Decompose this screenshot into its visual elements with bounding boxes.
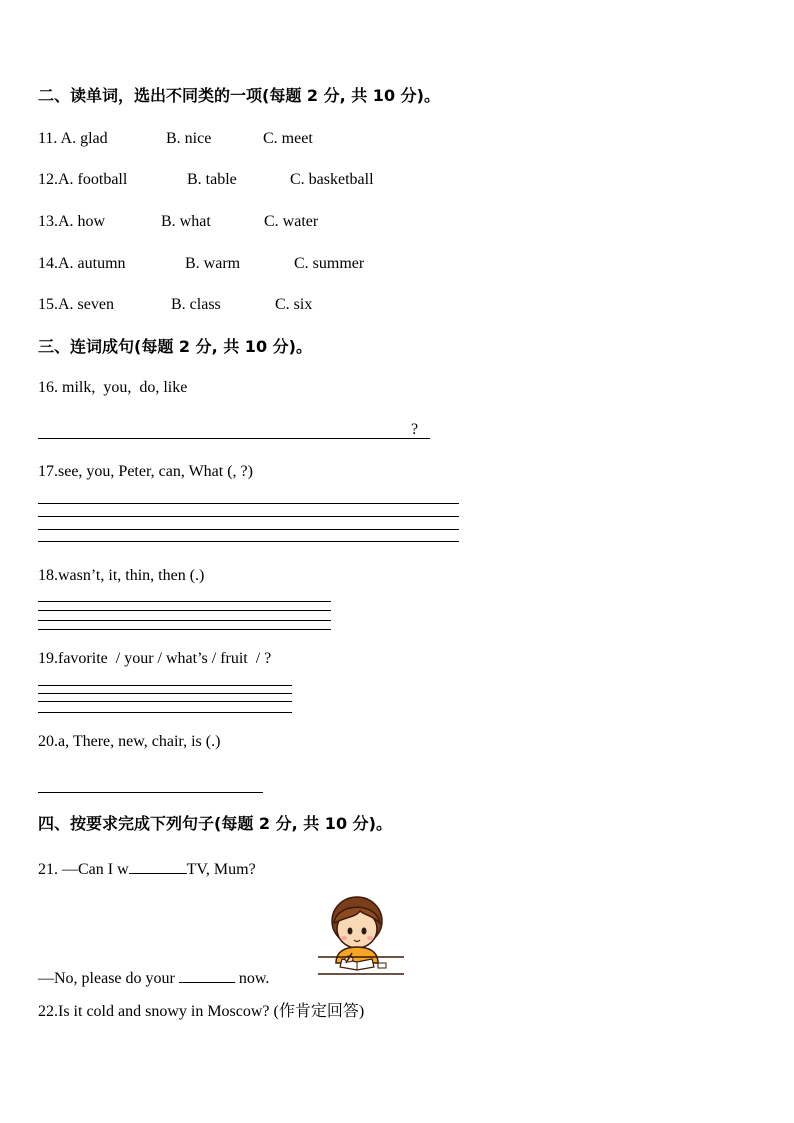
answer-line (38, 620, 331, 621)
option-c: C. basketball (290, 171, 374, 188)
question-16: 16. milk, you, do, like (38, 379, 188, 396)
question-22: 22.Is it cold and snowy in Moscow? (作肯定回答) (38, 1003, 365, 1020)
question-17: 17.see, you, Peter, can, What (, ?) (38, 463, 253, 480)
boy-studying-illustration (316, 893, 406, 981)
answer-line (38, 610, 331, 611)
answer-line (38, 712, 292, 713)
answer-line (38, 693, 292, 694)
option-a: 15.A. seven (38, 296, 114, 313)
question-19: 19.favorite / your / what’s / fruit / ? (38, 650, 272, 667)
section-3-title: 三、连词成句(每题 2 分, 共 10 分)。 (38, 337, 312, 356)
question-21-suffix: TV, Mum? (186, 861, 256, 878)
question-20: 20.a, There, new, chair, is (.) (38, 733, 221, 750)
option-b: B. class (171, 296, 221, 313)
option-a: 11. A. glad (38, 130, 108, 147)
option-b: B. nice (166, 130, 212, 147)
option-c: C. summer (294, 255, 365, 272)
answer-line (38, 503, 459, 504)
option-a: 14.A. autumn (38, 255, 126, 272)
fill-blank (129, 857, 187, 874)
answer-line (38, 701, 292, 702)
answer-line (38, 541, 459, 542)
answer-line (38, 629, 331, 630)
question-21-prefix: 21. —Can I w (38, 861, 129, 878)
answer-prefix: —No, please do your (38, 970, 179, 987)
option-c: C. water (264, 213, 319, 230)
option-b: B. table (187, 171, 237, 188)
option-c: C. six (275, 296, 313, 313)
answer-line (38, 685, 292, 686)
answer-suffix: now. (234, 970, 270, 987)
section-4-title: 四、按要求完成下列句子(每题 2 分, 共 10 分)。 (38, 814, 392, 833)
answer-line (38, 792, 263, 793)
option-a: 13.A. how (38, 213, 106, 230)
fill-blank (179, 966, 235, 983)
answer-line (38, 601, 331, 602)
question-21 (38, 857, 256, 880)
answer-line (38, 438, 430, 439)
answer-line (38, 516, 459, 517)
option-b: B. what (161, 213, 211, 230)
option-b: B. warm (185, 255, 241, 272)
question-18: 18.wasn’t, it, thin, then (.) (38, 567, 205, 584)
option-c: C. meet (263, 130, 313, 147)
section-2-title: 二、读单词，选出不同类的一项(每题 2 分, 共 10 分)。 (38, 86, 440, 105)
question-21-answer (38, 966, 269, 989)
option-a: 12.A. football (38, 171, 128, 188)
question-mark: ? (411, 421, 419, 438)
answer-line (38, 529, 459, 530)
